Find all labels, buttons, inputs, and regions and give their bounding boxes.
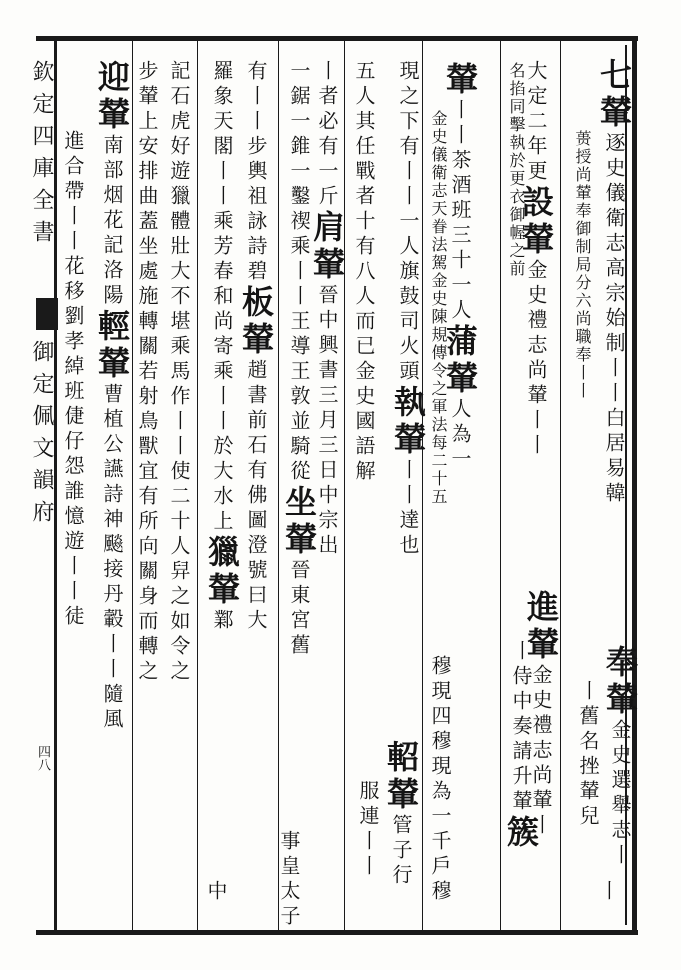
entry-zuo-nian-continuation [279,830,299,930]
text-segment: 金史陳規傳令之軍法每二十五 [429,272,448,506]
text-segment: 禊乘丨丨王導王敦並騎從 [287,210,311,485]
text-segment: 服連丨丨 [356,780,380,880]
text-segment: 金史禮志尚輦丨 [529,664,553,839]
text-column-16 [63,130,83,630]
headword-char: 輦 [280,522,318,559]
text-segment: 南部烟花記洛陽 [100,134,124,309]
text-segment: 大定二年更 [524,60,548,185]
headword-char: 輕 [93,309,131,346]
text-column-15 [93,60,131,733]
text-segment: 一鋸一錐一鑿 [287,60,311,210]
headword-char: 輦 [93,346,131,383]
text-segment: 丨侍中奏請升輦 [509,640,533,815]
text-segment: 逐史儀衛志高宗始制丨丨白居易韓 [602,132,626,507]
text-segment: 有丨丨步輿祖詠詩碧 [244,60,268,285]
headword-char: 七 [595,58,633,95]
entry-yao-nian-a [382,740,420,889]
text-segment: 丨丨達也 [396,459,420,559]
column-rule [197,41,198,930]
headword-char: 輦 [237,322,275,359]
headword-char: 輦 [203,572,241,609]
text-segment: 現之下有丨丨一人旗鼓司火頭 [396,60,420,385]
text-segment: 於更衣御幄之前 [507,152,526,278]
text-column-14 [137,60,157,685]
text-column-6 [430,110,446,506]
text-segment: 和尚寄乘丨丨於大水上 [210,285,234,535]
spine-divider-left [54,36,57,935]
column-rule [500,41,501,930]
column-rule [344,41,345,930]
headword-char: 設 [517,185,555,222]
entry-feng-nian-b [578,680,598,830]
text-column-7 [389,60,427,559]
headword-char: 輦 [389,422,427,459]
headword-char: 進 [522,590,560,627]
text-segment: 鄴 [210,609,234,634]
text-column-13 [169,60,189,685]
text-segment: 蒉授尚輦奉御制局分六尚職奉丨丨 [573,130,592,400]
entry-feng-nian-a [601,645,639,869]
text-segment: 丨丨茶酒班三十一人 [448,99,472,324]
headword-char: 奉 [601,645,639,682]
headword-char: 軺 [382,740,420,777]
headword-char: 輦 [308,247,346,284]
entry-jin-nian-b [502,640,540,852]
text-segment: 金史選舉志丨 [608,719,632,869]
text-segment: 穆現四穆現為一千戶穆 [428,655,452,905]
frame-bottom-border [36,930,638,935]
text-segment: 管子行 [389,814,413,889]
headword-char: 輦 [441,62,479,99]
headword-char: 輦 [601,682,639,719]
entry-yao-nian-b [358,780,378,880]
text-segment: 丨舊名挫輦兒 [576,680,600,830]
text-segment: 金史禮志尚輦丨丨 [524,259,548,459]
text-column-5 [441,62,479,473]
column-rule [132,41,133,930]
text-segment: 金史國語解 [352,360,376,485]
text-segment: 步輦上安排曲蓋坐處施轉關若射鳥獸宜有所向關身而轉之 [135,60,159,685]
headword-char: 簇 [502,815,540,852]
text-segment: 丨者必有一斤 [315,60,339,210]
text-segment: 曹植公讌詩神飈接丹轂丨丨隨風 [100,383,124,733]
text-segment: 名掐同擊執 [507,62,526,152]
spine-book-title: 御定佩文韻府 [29,340,54,532]
column-rule [560,41,561,930]
entry-qi-nian-continuation [598,880,618,905]
text-segment: 晉中興書三月三日中宗出 [315,284,339,559]
text-segment: 晉東宮舊 [287,559,311,659]
text-segment: 趙書前石有佛圖澄號曰大 [244,359,268,634]
text-segment: 進合帶丨丨花 [61,130,85,280]
frame-top-border [36,36,638,41]
headword-char: 執 [389,385,427,422]
headword-char: 輦 [522,627,560,664]
page-number: 四八 [35,745,50,771]
text-column-8 [354,60,374,485]
text-column-1 [595,58,633,507]
text-column-10 [280,60,318,659]
text-column-12 [203,60,241,634]
text-segment: 中 [204,880,228,905]
text-segment: 記石虎好遊獵體壯大不堪乘馬作丨丨使二十人舁之如令之 [167,60,191,685]
text-segment: 移劉孝綽班倢仔怨誰憶遊丨丨徒 [61,280,85,630]
text-segment: 羅象天閣丨丨乘芳春 [210,60,234,285]
headword-char: 輦 [93,97,131,134]
headword-char: 肩 [308,210,346,247]
text-column-11 [237,60,275,634]
entry-lie-nian-continuation [206,880,226,905]
headword-char: 輦 [382,777,420,814]
text-segment: 人為一 [448,398,472,473]
headword-char: 輦 [595,95,633,132]
text-segment: 事皇太子 [277,830,301,930]
headword-char: 輦 [517,222,555,259]
headword-char: 板 [237,285,275,322]
headword-char: 獵 [203,535,241,572]
headword-char: 迎 [93,60,131,97]
text-segment: 丨 [596,880,620,905]
headword-char: 輦 [441,361,479,398]
text-column-2 [574,130,590,400]
headword-char: 坐 [280,485,318,522]
text-segment: 五人其任戰者十有八人而已 [352,60,376,360]
text-segment: 金史儀衛志天眷法駕 [429,110,448,272]
entry-pu-nian-continuation [430,655,450,905]
headword-char: 蒲 [441,324,479,361]
text-column-4 [508,62,524,278]
spine-fishtail [36,298,58,330]
spine-title: 欽定四庫全書 [29,60,54,252]
column-rule [278,41,279,930]
